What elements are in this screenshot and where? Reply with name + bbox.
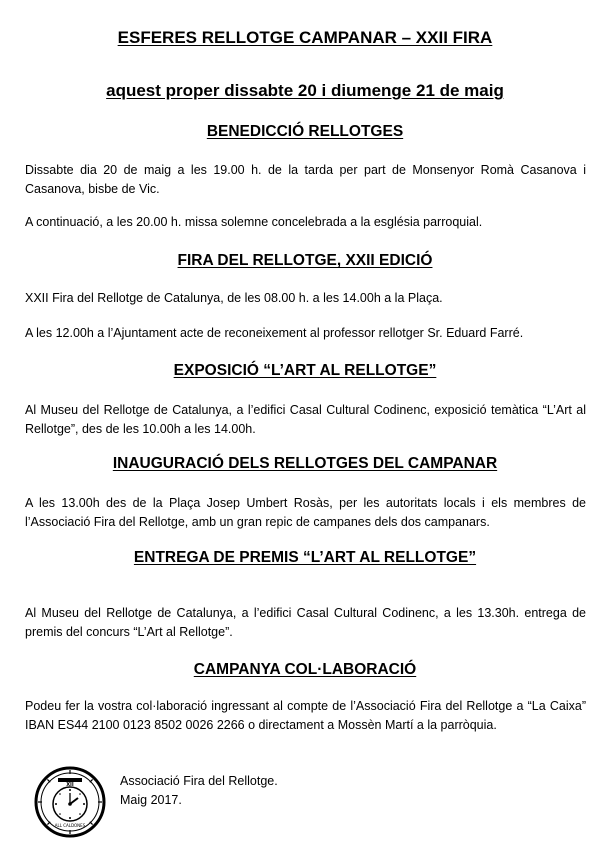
section-heading-campanya: CAMPANYA COL·LABORACIÓ: [193, 661, 417, 678]
paragraph-fira-1: XXII Fira del Rellotge de Catalunya, de les 08.00 h. a les 14.00h a la Plaça.: [25, 291, 443, 305]
section-heading-exposicio: EXPOSICIÓ “L’ART AL RELLOTGE”: [173, 362, 437, 379]
logo-text-bottom: ALL CALDONES: [54, 823, 86, 828]
signature-date: Maig 2017.: [120, 793, 182, 807]
paragraph-exposicio-1: Al Museu del Rellotge de Catalunya, a l’edifici Casal Cultural Codinenc, exposició temàtica “L’Art al Rellotge”, des de les 10.00h a les 14.00h.: [25, 403, 586, 436]
paragraph-benediccio-2: A continuació, a les 20.00 h. missa solemne concelebrada a la església parroquial.: [25, 215, 483, 229]
association-seal-logo: [34, 766, 106, 838]
paragraph-premis-1: Al Museu del Rellotge de Catalunya, a l’edifici Casal Cultural Codinenc, a les 13.30h. entrega de premis del concurs “L’Art al Rellotge”.: [25, 606, 586, 639]
section-heading-benediccio: BENEDICCIÓ RELLOTGES: [206, 123, 404, 140]
paragraph-inauguracio-1: A les 13.00h des de la Plaça Josep Umbert Rosàs, per les autoritats locals i els membres de l’Associació Fira del Rellotge, amb un gran repic de campanes dels dos campanars.: [25, 496, 586, 529]
paragraph-campanya-1: Podeu fer la vostra col·laboració ingressant al compte de l’Associació Fira del Rellotge a “La Caixa” IBAN ES44 2100 0123 8502 0026 2266 o directament a Mossèn Martí a la parròquia.: [25, 699, 586, 732]
logo-text-top: XII: [66, 782, 74, 788]
section-heading-inauguracio: INAUGURACIÓ DELS RELLOTGES DEL CAMPANAR: [112, 455, 498, 472]
paragraph-fira-2: A les 12.00h a l’Ajuntament acte de reconeixement al professor rellotger Sr. Eduard Farré.: [25, 326, 524, 340]
paragraph-benediccio-1: Dissabte dia 20 de maig a les 19.00 h. de la tarda per part de Monsenyor Romà Casanova i Casanova, bisbe de Vic.: [25, 163, 586, 196]
clock-seal-icon: [34, 766, 106, 838]
section-heading-fira: FIRA DEL RELLOTGE, XXII EDICIÓ: [177, 252, 433, 269]
page-title: ESFERES RELLOTGE CAMPANAR – XXII FIRA: [117, 28, 493, 47]
section-heading-premis: ENTREGA DE PREMIS “L’ART AL RELLOTGE”: [133, 549, 477, 566]
signature-association: Associació Fira del Rellotge.: [120, 774, 278, 788]
page-subtitle: aquest proper dissabte 20 i diumenge 21 de maig: [106, 81, 504, 100]
